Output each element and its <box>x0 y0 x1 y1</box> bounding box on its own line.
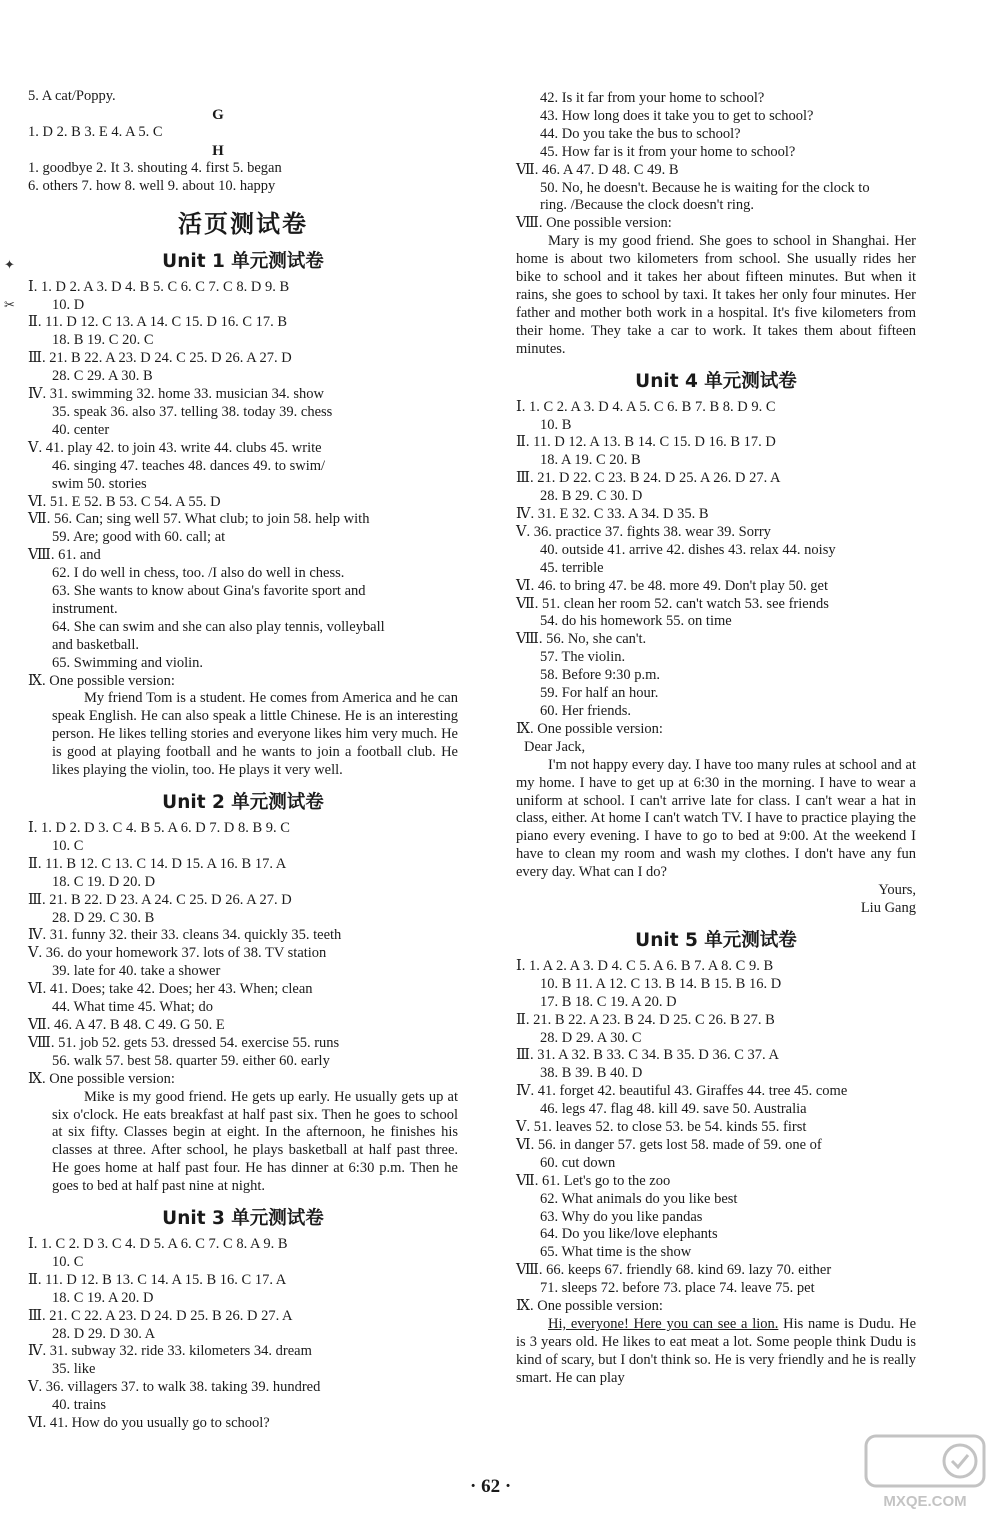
answer-line: Ⅴ. 36. do your homework 37. lots of 38. TV station <box>28 945 327 962</box>
answer-line: Ⅴ. 41. play 42. to join 43. write 44. clubs 45. write <box>28 439 322 456</box>
answer-line: Ⅶ. 51. clean her room 52. can't watch 53. see friends <box>516 595 829 612</box>
answer-line: Ⅰ. 1. C 2. D 3. C 4. D 5. A 6. C 7. C 8. A 9. B <box>28 1236 288 1253</box>
answer-line: 28. C 29. A 30. B <box>52 368 153 385</box>
answer-line: Ⅵ. 51. E 52. B 53. C 54. A 55. D <box>28 493 221 510</box>
answer-line: Ⅸ. One possible version: <box>28 1070 175 1087</box>
answer-line: Ⅱ. 21. B 22. A 23. B 24. D 25. C 26. B 27. B <box>516 1011 775 1028</box>
answer-line: Ⅳ. 41. forget 42. beautiful 43. Giraffes 44. tree 45. come <box>516 1083 848 1100</box>
essay-text: His name is Dudu. He is 3 years old. He likes to eat meat a lot. Some people think Dudu is kind of scary, but I don't think so. He is very friendly and he is really smart. He can play <box>516 1316 917 1386</box>
answer-line: 28. B 29. C 30. D <box>540 488 643 505</box>
sample-essay <box>516 1316 916 1388</box>
answer-line: Ⅱ. 11. D 12. A 13. B 14. C 15. D 16. B 17. D <box>516 434 776 451</box>
answer-line: Ⅷ. 66. keeps 67. friendly 68. kind 69. lazy 70. either <box>516 1262 832 1279</box>
answer-line: Ⅷ. One possible version: <box>516 215 672 232</box>
answer-line: Ⅰ. 1. D 2. D 3. C 4. B 5. A 6. D 7. D 8. B 9. C <box>28 820 290 836</box>
answer-line: 10. C <box>52 1253 84 1270</box>
answer-line: 50. No, he doesn't. Because he is waiting for the clock to <box>540 179 870 196</box>
answer-line: Ⅴ. 36. practice 37. fights 38. wear 39. Sorry <box>516 523 771 540</box>
right-column <box>516 90 916 1388</box>
answer-line: Ⅶ. 46. A 47. B 48. C 49. G 50. E <box>28 1016 225 1033</box>
letter-closing: Yours, <box>878 882 916 899</box>
answer-line: 64. Do you like/love elephants <box>540 1226 718 1243</box>
unit-4-answers <box>516 399 916 918</box>
unit-3-title: Unit 3 单元测试卷 <box>162 1208 324 1230</box>
answer-line: 44. Do you take the bus to school? <box>540 125 741 142</box>
unit-4-title: Unit 4 单元测试卷 <box>635 370 797 392</box>
answer-line: 60. Her friends. <box>540 703 632 719</box>
answer-line: Ⅱ. 11. D 12. C 13. A 14. C 15. D 16. C 17. B <box>28 314 288 331</box>
answer-line: 35. speak 36. also 37. telling 38. today 39. chess <box>52 403 333 420</box>
answer-line: 71. sleeps 72. before 73. place 74. leave 75. pet <box>540 1280 815 1297</box>
answer-line: swim 50. stories <box>52 475 147 492</box>
answer-line: 63. She wants to know about Gina's favorite sport and <box>52 583 366 600</box>
answer-line: Ⅶ. 61. Let's go to the zoo <box>516 1172 671 1189</box>
answer-line: Ⅵ. 56. in danger 57. gets lost 58. made of 59. one of <box>516 1136 822 1153</box>
answer-line: Ⅵ. 41. Does; take 42. Does; her 43. When; clean <box>28 981 313 998</box>
answer-line: 40. outside 41. arrive 42. dishes 43. relax 44. noisy <box>540 541 836 558</box>
answer-line: Ⅸ. One possible version: <box>516 720 663 737</box>
unit-2-title: Unit 2 单元测试卷 <box>162 792 324 813</box>
answer-line: 10. B <box>540 416 572 433</box>
unit-5-answers <box>516 958 916 1388</box>
answer-line: 62. I do well in chess, too. /I also do well in chess. <box>52 565 345 582</box>
unit-1-title: Unit 1 单元测试卷 <box>162 250 324 272</box>
answer-line: Ⅵ. 41. How do you usually go to school? <box>28 1415 270 1432</box>
answer-line: Ⅱ. 11. B 12. C 13. C 14. D 15. A 16. B 17. A <box>28 855 287 872</box>
answer-line: 1. D 2. B 3. E 4. A 5. C <box>28 123 163 140</box>
answer-line: 18. C 19. A 20. D <box>52 1289 154 1306</box>
answer-line: Ⅸ. One possible version: <box>516 1298 663 1315</box>
answer-line: 56. walk 57. best 58. quarter 59. either 60. early <box>52 1052 330 1069</box>
answer-line: 10. C <box>52 837 84 854</box>
answer-line: Ⅷ. 56. No, she can't. <box>516 631 647 648</box>
answer-line: 63. Why do you like pandas <box>540 1208 703 1225</box>
answer-line: 62. What animals do you like best <box>540 1190 738 1207</box>
answer-line: Ⅳ. 31. funny 32. their 33. cleans 34. quickly 35. teeth <box>28 927 342 944</box>
answer-line: Ⅸ. One possible version: <box>28 672 175 689</box>
answer-line: 10. D <box>52 296 85 313</box>
answer-line: Ⅲ. 21. B 22. A 23. D 24. C 25. D 26. A 27. D <box>28 350 292 367</box>
answer-line: 18. A 19. C 20. B <box>540 452 641 469</box>
answer-line: 59. For half an hour. <box>540 685 659 702</box>
answer-line: Ⅳ. 31. E 32. C 33. A 34. D 35. B <box>516 506 709 523</box>
answer-line: 39. late for 40. take a shower <box>52 963 221 980</box>
answer-line: 10. B 11. A 12. C 13. B 14. B 15. B 16. D <box>540 975 782 992</box>
answer-line: 5. A cat/Poppy. <box>28 88 116 104</box>
answer-line: 28. D 29. C 30. B <box>52 909 155 926</box>
sample-essay: Mary is my good friend. She goes to school in Shanghai. Her home is about two kilometers from school. She usually rides her bike to school and it takes her about fifteen minutes. But when it rains, she goes to school by taxi. It takes her only four minutes. Her father and mother both work in a hospital. It's five kilometers from their home. They take a car to work. It takes them about fifteen minutes. <box>516 233 916 357</box>
answer-line: Ⅴ. 36. villagers 37. to walk 38. taking 39. hundred <box>28 1379 321 1396</box>
answer-line: Ⅲ. 21. C 22. A 23. D 24. D 25. B 26. D 27. A <box>28 1307 293 1324</box>
answer-line: 1. goodbye 2. It 3. shouting 4. first 5. began <box>28 159 282 176</box>
section-heading-g: G <box>212 106 224 123</box>
answer-line: 28. D 29. D 30. A <box>52 1325 156 1342</box>
answer-line: 58. Before 9:30 p.m. <box>540 667 661 684</box>
answer-line: Ⅳ. 31. swimming 32. home 33. musician 34. show <box>28 386 325 403</box>
answer-line: Ⅳ. 31. subway 32. ride 33. kilometers 34. dream <box>28 1343 312 1360</box>
answer-line: ring. /Because the clock doesn't ring. <box>540 197 755 214</box>
unit-1-answers <box>28 279 458 780</box>
answer-line: 54. do his homework 55. on time <box>540 613 732 630</box>
answer-line: Ⅰ. 1. A 2. A 3. D 4. C 5. A 6. B 7. A 8. C 9. B <box>516 957 774 974</box>
answer-line: instrument. <box>52 600 118 617</box>
answer-line: 45. How far is it from your home to school? <box>540 143 796 160</box>
unit-2-answers <box>28 820 458 1196</box>
page-number: · 62 · <box>470 1476 512 1497</box>
section-heading-h: H <box>212 142 224 159</box>
answer-line: Ⅷ. 51. job 52. gets 53. dressed 54. exercise 55. runs <box>28 1034 340 1051</box>
answer-line: Ⅶ. 56. Can; sing well 57. What club; to join 58. help with <box>28 511 370 528</box>
letter-greeting: Dear Jack, <box>524 738 586 755</box>
answer-line: 6. others 7. how 8. well 9. about 10. happy <box>28 177 276 194</box>
answer-line: 18. B 19. C 20. C <box>52 332 154 349</box>
answer-line: 45. terrible <box>540 559 604 576</box>
answer-line: 42. Is it far from your home to school? <box>540 90 765 106</box>
letter-signature: Liu Gang <box>860 899 916 916</box>
answer-line: 35. like <box>52 1361 96 1378</box>
essay-underlined-opening: Hi, everyone! Here you can see a lion. <box>548 1316 779 1332</box>
answer-line: Ⅶ. 46. A 47. D 48. C 49. B <box>516 161 679 178</box>
answer-line: Ⅷ. 61. and <box>28 547 101 564</box>
answer-line: 17. B 18. C 19. A 20. D <box>540 993 677 1010</box>
answer-line: 44. What time 45. What; do <box>52 999 213 1016</box>
answer-line: 46. singing 47. teaches 48. dances 49. to swim/ <box>52 457 326 474</box>
sample-essay: Mike is my good friend. He gets up early. He usually gets up at six o'clock. He eats breakfast at half past six. Then he goes to school at six fifty. Classes begin at eight. In the afternoon, he finishes his classes at three. After school, he plays basketball at half past three. He goes home at half past four. He has dinner at 6:30 p.m. Then he goes to bed at half past nine at night. <box>52 1088 458 1195</box>
answer-line: Ⅱ. 11. D 12. B 13. C 14. A 15. B 16. C 17. A <box>28 1271 287 1288</box>
answer-line: 18. C 19. D 20. D <box>52 873 156 890</box>
answer-line: 64. She can swim and she can also play tennis, volleyball <box>52 618 385 635</box>
answer-line: 28. D 29. A 30. C <box>540 1029 642 1046</box>
answer-line: Ⅲ. 31. A 32. B 33. C 34. B 35. D 36. C 37. A <box>516 1047 779 1064</box>
answer-line: Ⅰ. 1. C 2. A 3. D 4. A 5. C 6. B 7. B 8. D 9. C <box>516 398 776 415</box>
sample-essay: I'm not happy every day. I have too many rules at school and at my home. I have to get up at 6:30 in the morning. I have to wear a uniform at school. I can't arrive late for class. I can't wear a hat in class, either. At home I can't watch TV. I have to practice playing the piano every evening. I have to go to bed at 9:00. At the weekend I have to clean my room and wash my clothes. I don't have any fun every day. What can I do? <box>516 756 916 881</box>
answer-line: 40. trains <box>52 1397 106 1414</box>
unit-3-answers <box>28 1236 458 1433</box>
left-column <box>28 88 458 1433</box>
answer-line: Ⅲ. 21. B 22. D 23. A 24. C 25. D 26. A 27. D <box>28 891 292 908</box>
binding-mark-icon: ✂ <box>4 298 15 313</box>
watermark-text: MXQE.COM <box>883 1493 967 1510</box>
answer-line: 38. B 39. B 40. D <box>540 1065 643 1082</box>
answer-line: 65. What time is the show <box>540 1244 692 1261</box>
answer-line: Ⅰ. 1. D 2. A 3. D 4. B 5. C 6. C 7. C 8. D 9. B <box>28 278 290 295</box>
answer-line: and basketball. <box>52 636 139 653</box>
answer-line: 46. legs 47. flag 48. kill 49. save 50. Australia <box>540 1101 807 1118</box>
answer-line: 40. center <box>52 421 110 438</box>
main-title: 活页测试卷 <box>178 209 308 238</box>
answer-line: 65. Swimming and violin. <box>52 654 204 671</box>
unit-5-title: Unit 5 单元测试卷 <box>635 929 797 951</box>
answer-line: Ⅴ. 51. leaves 52. to close 53. be 54. kinds 55. first <box>516 1119 807 1136</box>
answer-line: 57. The violin. <box>540 649 626 666</box>
answer-line: Ⅲ. 21. D 22. C 23. B 24. D 25. A 26. D 27. A <box>516 470 781 487</box>
answer-line: 59. Are; good with 60. call; at <box>52 529 226 546</box>
sample-essay: My friend Tom is a student. He comes from America and he can speak English. He can also speak a little Chinese. He is an interesting person. He likes telling stories and everyone likes him very much. He is good at playing football and he wants to join a football club. He likes playing the violin, too. He plays it very well. <box>52 690 458 779</box>
answer-line: Ⅵ. 46. to bring 47. be 48. more 49. Don't play 50. get <box>516 577 828 594</box>
answer-line: 60. cut down <box>540 1154 616 1171</box>
answer-line: 43. How long does it take you to get to school? <box>540 107 814 124</box>
binding-mark-icon: ✦ <box>4 258 15 273</box>
watermark-logo-icon <box>860 1432 990 1512</box>
